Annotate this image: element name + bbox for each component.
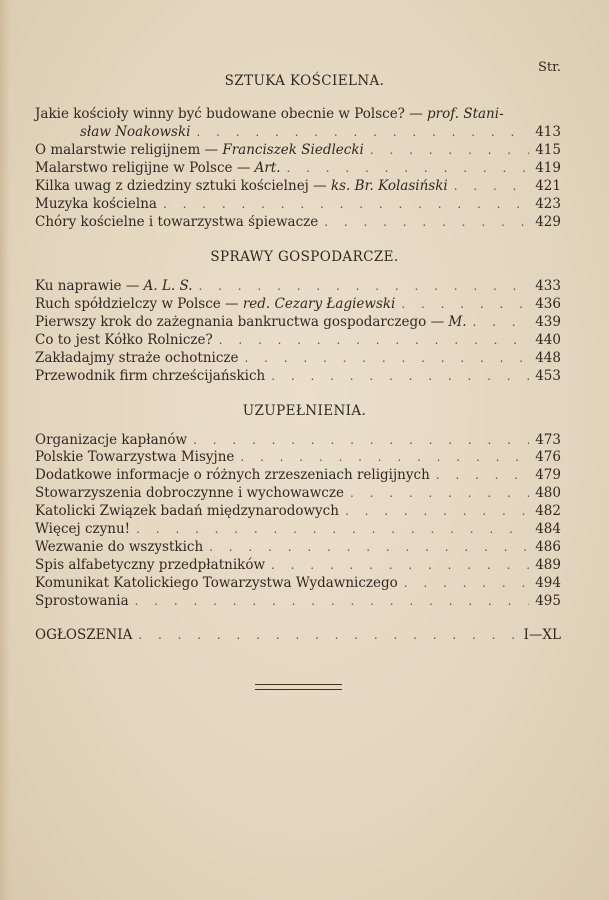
toc-entry-title: Zakładajmy straże ochotnicze (35, 350, 239, 366)
section-title-economy: SPRAWY GOSPODARCZE. (210, 249, 399, 265)
dot-leader (454, 178, 529, 194)
toc-entry (35, 557, 561, 573)
toc-entry-title: Ruch spółdzielczy w Polsce — (35, 296, 243, 312)
toc-entry-page: 423 (535, 196, 561, 212)
dot-leader (240, 449, 529, 465)
toc-entry-title: Spis alfabetyczny przedpłatników (35, 557, 266, 573)
toc-entry-page: 494 (535, 575, 561, 591)
dot-leader (350, 485, 529, 501)
toc-entry (35, 432, 561, 448)
toc-entry (35, 485, 561, 501)
toc-entry (35, 296, 561, 312)
toc-entry-title: Ku naprawie — (35, 278, 144, 294)
dot-leader (193, 432, 529, 448)
toc-entry-continuation (80, 124, 561, 140)
toc-entry-author: Franciszek Siedlecki (222, 142, 364, 158)
toc-entry-title: Przewodnik firm chrześcijańskich (35, 368, 266, 384)
toc-entry-page: 439 (535, 314, 561, 330)
divider-rule-bottom (255, 689, 342, 690)
dot-leader (287, 160, 529, 176)
toc-entry-author: sław Noakowski (80, 124, 191, 140)
toc-entry (35, 160, 561, 176)
dot-leader (401, 296, 529, 312)
toc-entry (35, 467, 561, 483)
toc-entry-page: 495 (535, 593, 561, 609)
dot-leader (324, 214, 529, 230)
divider-rule-top (255, 684, 342, 685)
toc-entry-title: Wezwanie do wszystkich (35, 539, 204, 555)
dot-leader (136, 521, 529, 537)
toc-entry-title: Katolicki Związek badań międzynarodowych (35, 503, 339, 519)
toc-entry-author: red. Cezary Łagiewski (242, 296, 396, 312)
toc-entry-title: Muzyka kościelna (35, 196, 157, 212)
toc-entry-page: 484 (535, 521, 561, 537)
dot-leader (199, 278, 529, 294)
toc-entry (35, 539, 561, 555)
dot-leader (404, 575, 529, 591)
toc-entry (35, 332, 561, 348)
dot-leader (245, 350, 530, 366)
toc-entry (35, 278, 561, 294)
toc-entry-page: 429 (535, 214, 561, 230)
toc-entry-page: 421 (535, 178, 561, 194)
toc-entry-page: 448 (535, 350, 561, 366)
toc-entry (35, 196, 561, 212)
toc-entry (35, 503, 561, 519)
toc-entry (35, 593, 561, 609)
toc-entry-title: Więcej czynu! (35, 521, 131, 537)
toc-entry-title: Polskie Towarzystwa Misyjne (35, 449, 235, 465)
toc-entry-page: 486 (535, 539, 561, 555)
toc-entry-title: Malarstwo religijne w Polsce — (35, 160, 255, 176)
toc-entry (35, 142, 561, 158)
toc-entry-page: 473 (535, 432, 561, 448)
toc-entry-page: 413 (535, 124, 561, 140)
dot-leader (271, 368, 529, 384)
toc-entry (35, 575, 561, 591)
toc-entry-title: Dodatkowe informacje o różnych zrzeszeniach religijnych (35, 467, 430, 483)
section-title-supplements: UZUPEŁNIENIA. (242, 403, 367, 419)
toc-entry-author: A. L. S. (143, 278, 193, 294)
toc-entry-title: Komunikat Katolickiego Towarzystwa Wydawniczego (35, 575, 398, 591)
toc-entry-page: I—XL (523, 627, 561, 643)
toc-entry-page: 476 (535, 449, 561, 465)
toc-entry (35, 350, 561, 366)
toc-entry-page: 436 (535, 296, 561, 312)
toc-entry (35, 314, 561, 330)
dot-leader (473, 314, 530, 330)
toc-entry-page: 433 (535, 278, 561, 294)
toc-entry-page: 489 (535, 557, 561, 573)
pages-column-label: Str. (537, 60, 561, 75)
toc-entry (35, 368, 561, 384)
toc-entry-page: 419 (535, 160, 561, 176)
toc-entry-page: 482 (535, 503, 561, 519)
dot-leader (135, 593, 529, 609)
toc-entry (35, 214, 561, 230)
toc-entry-title: O malarstwie religijnem — (35, 142, 223, 158)
page-edge-shadow (0, 0, 10, 900)
dot-leader (345, 503, 529, 519)
toc-entry (35, 449, 561, 465)
toc-entry-title: Pierwszy krok do zażegnania bankructwa gospodarczego — (35, 314, 449, 330)
toc-entry-page: 440 (535, 332, 561, 348)
toc-entry-page: 479 (535, 467, 561, 483)
toc-entry-title: Sprostowania (35, 593, 129, 609)
dot-leader (163, 196, 529, 212)
toc-entry-title: Kilka uwag z dziedziny sztuki kościelnej — (35, 178, 331, 194)
dot-leader (271, 557, 529, 573)
toc-entry-title: Jakie kościoły winny być budowane obecnie w Polsce? — (35, 106, 428, 122)
toc-entry-title: Chóry kościelne i towarzystwa śpiewacze (35, 214, 319, 230)
toc-entry-title: Co to jest Kółko Rolnicze? (35, 332, 213, 348)
toc-entry-page: 415 (535, 142, 561, 158)
toc-entry-page: 453 (535, 368, 561, 384)
toc-entry-title: OGŁOSZENIA (35, 627, 133, 643)
toc-entry-author: ks. Br. Kolasiński (330, 178, 448, 194)
toc-entry-ads (35, 627, 561, 643)
toc-entry (35, 106, 561, 122)
toc-entry-title: Organizacje kapłanów (35, 432, 188, 448)
toc-entry (35, 521, 561, 537)
toc-entry-page: 480 (535, 485, 561, 501)
section-title-art: SZTUKA KOŚCIELNA. (224, 73, 385, 89)
dot-leader (370, 142, 529, 158)
toc-entry-author: prof. Stani- (427, 106, 504, 122)
dot-leader (219, 332, 529, 348)
dot-leader (138, 627, 517, 643)
dot-leader (196, 124, 529, 140)
toc-entry-title: Stowarzyszenia dobroczynne i wychowawcze (35, 485, 344, 501)
toc-entry (35, 178, 561, 194)
toc-entry-author: M. (448, 314, 467, 330)
dot-leader (209, 539, 529, 555)
toc-entry-author: Art. (254, 160, 281, 176)
dot-leader (436, 467, 529, 483)
